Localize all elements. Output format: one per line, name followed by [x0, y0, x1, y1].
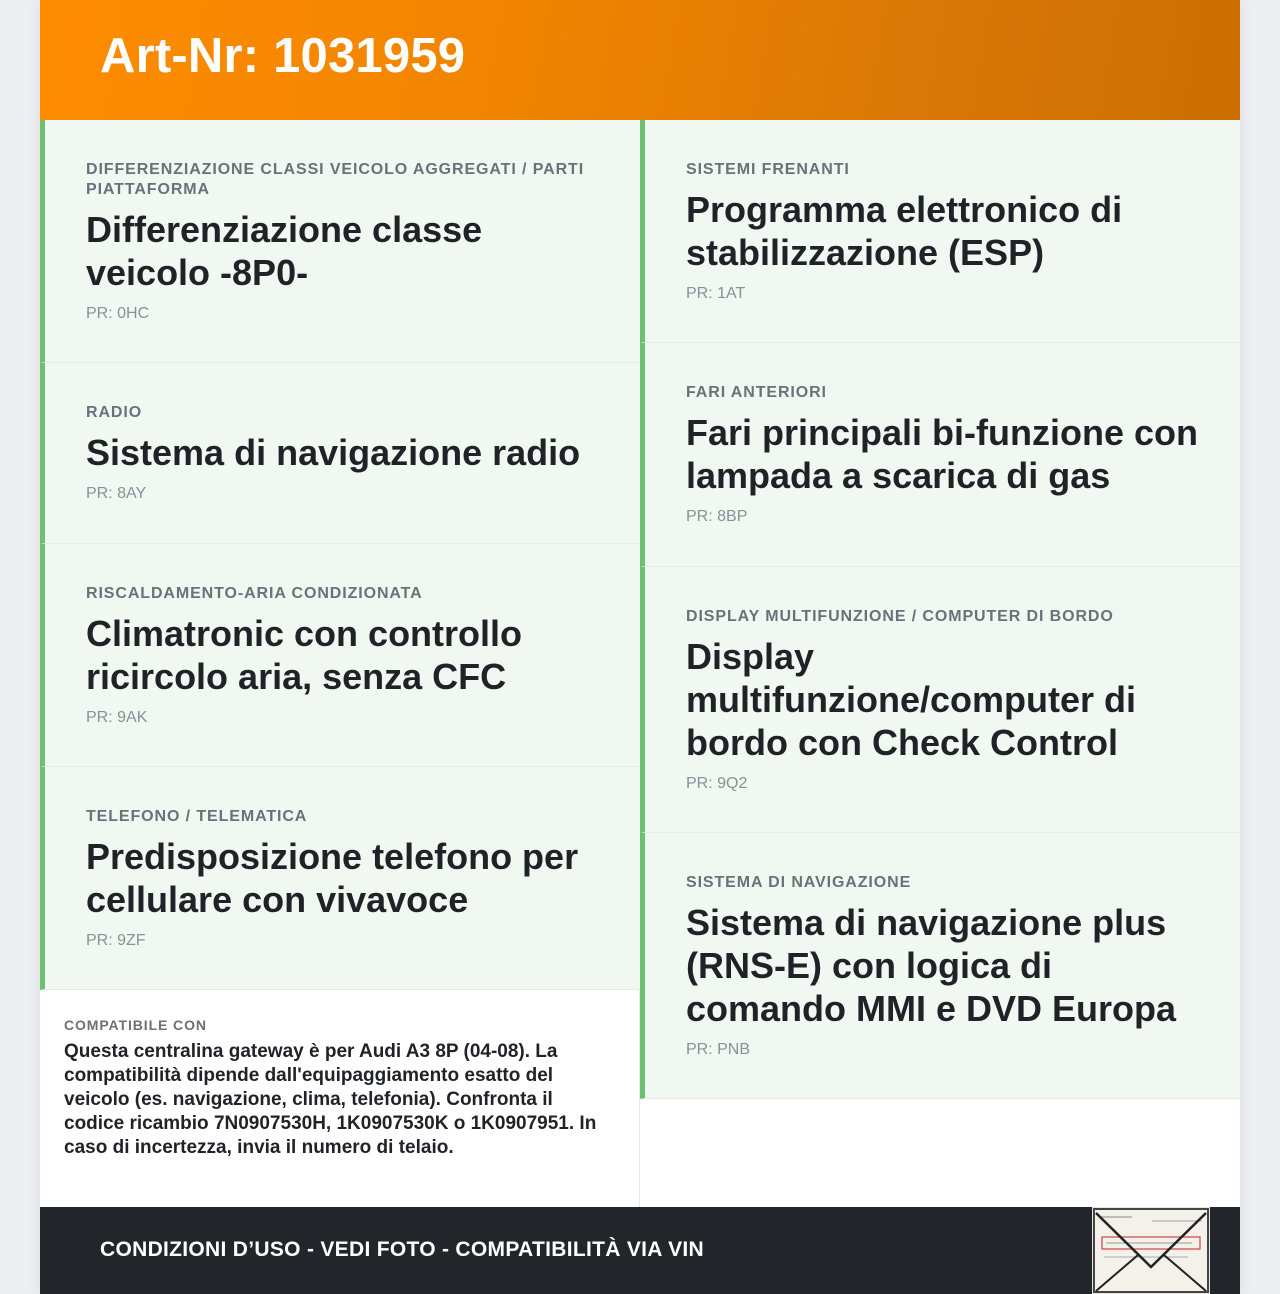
feature-title: Programma elettronico di stabilizzazione (ESP) [686, 189, 1123, 273]
compatibility-section [40, 990, 640, 1207]
feature-title: Sistema di navigazione radio [86, 432, 581, 473]
page-footer [40, 1207, 1240, 1294]
feature-category: FARI ANTERIORI [686, 384, 827, 401]
feature-card [40, 120, 640, 363]
feature-title: Differenziazione classe veicolo -8P0- [86, 209, 483, 293]
feature-pr-code: PR: PNB [686, 1041, 751, 1058]
feature-card [640, 343, 1240, 567]
feature-card [640, 120, 1240, 343]
page-sheet [40, 0, 1240, 1294]
feature-pr-code: PR: 9Q2 [686, 775, 748, 792]
compatibility-label: COMPATIBILE CON [64, 1017, 207, 1033]
feature-title: Fari principali bi-funzione con lampada a scarica di gas [686, 412, 1199, 496]
feature-pr-code: PR: 0HC [86, 305, 150, 322]
feature-card [40, 544, 640, 767]
feature-category: SISTEMI FRENANTI [686, 161, 850, 178]
page-title: Art-Nr: 1031959 [100, 29, 466, 83]
feature-pr-code: PR: 9ZF [86, 932, 146, 949]
feature-pr-code: PR: 1AT [686, 285, 746, 302]
feature-category: DIFFERENZIAZIONE CLASSI VEICOLO AGGREGATI / PARTI PIATTAFORMA [86, 161, 585, 198]
document-photo-thumbnail-icon[interactable] [1092, 1207, 1210, 1294]
feature-category: SISTEMA DI NAVIGAZIONE [686, 874, 912, 891]
feature-title: Sistema di navigazione plus (RNS-E) con logica di comando MMI e DVD Europa [686, 902, 1177, 1029]
feature-pr-code: PR: 8BP [686, 508, 748, 525]
feature-pr-code: PR: 8AY [86, 485, 147, 502]
feature-pr-code: PR: 9AK [86, 709, 148, 726]
compatibility-text: Questa centralina gateway è per Audi A3 8P (04-08). La compatibilità dipende dall'equipaggiamento esatto del veicolo (es. navigazione, clima, telefonia). Confronta il codice ricambio 7N0907530H, 1K0907530K o 1K0907951. In caso di incertezza, invia il numero di telaio. [64, 1041, 597, 1158]
feature-title: Predisposizione telefono per cellulare con vivavoce [86, 836, 579, 920]
feature-title: Display multifunzione/computer di bordo con Check Control [686, 636, 1136, 763]
feature-category: TELEFONO / TELEMATICA [86, 808, 308, 825]
page-header [40, 0, 1240, 120]
feature-category: RADIO [86, 404, 143, 421]
feature-grid [40, 120, 1240, 1207]
feature-card [40, 767, 640, 990]
feature-title: Climatronic con controllo ricircolo aria, senza CFC [86, 613, 523, 697]
feature-card [40, 363, 640, 544]
feature-card [640, 833, 1240, 1099]
feature-category: RISCALDAMENTO-ARIA CONDIZIONATA [86, 585, 423, 602]
feature-category: DISPLAY MULTIFUNZIONE / COMPUTER DI BORDO [686, 608, 1114, 625]
feature-card [640, 567, 1240, 833]
footer-links[interactable]: CONDIZIONI D’USO - VEDI FOTO - COMPATIBILITÀ VIA VIN [100, 1237, 704, 1261]
